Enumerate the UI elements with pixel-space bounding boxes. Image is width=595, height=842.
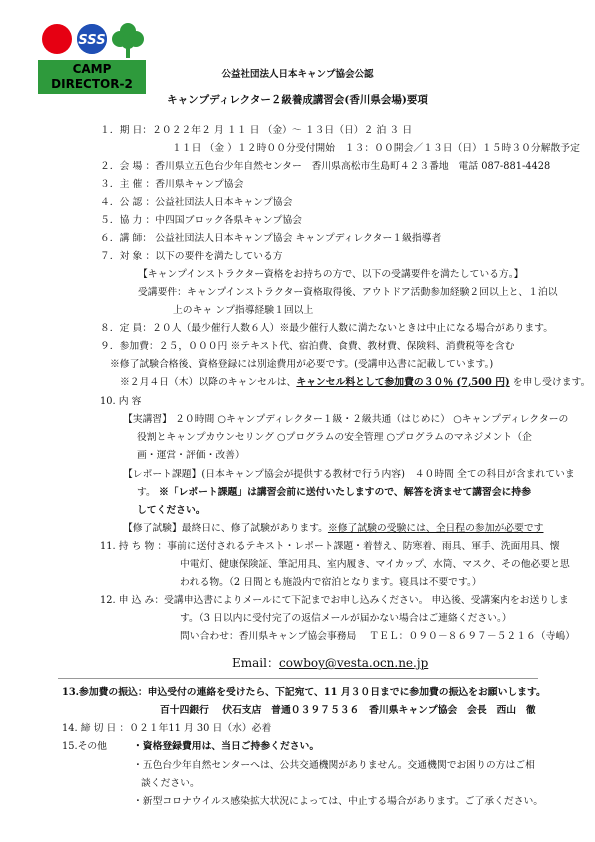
payment-line: 13.参加費の振込：申込受付の連絡を受けたら、下記宛て、11 月３０日までに参加費の振込をお願いします。	[62, 687, 546, 698]
logo-director-text: DIRECTOR-2	[51, 77, 133, 91]
cooperation-line: ５．協 力 ：中四国ブロック各県キャンプ協会	[100, 215, 302, 226]
other-note-2-cont: 談ください。	[141, 778, 200, 789]
report-line-2	[137, 484, 531, 498]
red-circle-icon	[42, 24, 72, 54]
report-line-3: してください。	[137, 505, 206, 516]
accreditation-line: ４．公 認 ：公益社団法人日本キャンプ協会	[100, 197, 293, 208]
cancellation-suffix: を申し受けます。	[509, 377, 591, 388]
sss-text: SSS	[78, 33, 106, 48]
other-label: 15.その他	[62, 741, 107, 752]
logo-camp-text: CAMP	[72, 62, 112, 76]
report-suffix: す。	[137, 487, 159, 498]
instructor-line: ６．講 師： 公益社団法人日本キャンプ協会 キャンプディレクター１級指導者	[100, 233, 442, 244]
requirement-line: 受講要件：キャンプインストラクター資格取得後、アウトドア活動参加経験２回以上と、１泊以	[138, 287, 558, 298]
belongings-line-3: われる物。（2 日間とも施設内で宿泊となります。寝具は不要です。）	[180, 577, 482, 588]
deadline-line: 14. 締 切 日 ：０２１年11 月 30 日（水）必着	[62, 723, 272, 734]
lecture-line: 【実講習】 ２０時間 ○キャンプディレクター１級・２級共通（はじめに） ○キャンプディレクターの	[123, 414, 569, 425]
exam-text: 【修了試験】最終日に、修了試験があります。	[123, 523, 328, 534]
divider	[58, 678, 538, 679]
target-line: ７．対 象 ：以下の要件を満たしている方	[100, 251, 283, 262]
date-detail-line: １１日 （金 ）１２時００分受付開始 １３：００開会／１３日（日）１５時３０分解散予定	[172, 143, 580, 154]
logo-icons	[38, 22, 146, 62]
date-line: １．期 日：２０２２年２ 月 １１ 日 （金）～ １３日（日）２ 泊 ３ 日	[100, 125, 413, 136]
email-label: Email：	[232, 656, 279, 670]
lecture-line-2: 役割とキャンプカウンセリング ○プログラムの安全管理 ○プログラムのマネジメント（企	[137, 432, 532, 443]
report-notice: ※「レポート課題」は講習会前に送付いたしますので、解答を済ませて講習会に持参	[158, 487, 532, 498]
requirement-line-cont: 上のキャ ンプ指導経験１回以上	[173, 305, 314, 316]
tree-icon	[112, 22, 144, 58]
organization-line: 公益社団法人日本キャンプ協会公認	[221, 69, 374, 80]
document-title: キャンプディレクター２級養成講習会(香川県会場)要項	[167, 94, 428, 106]
lecture-line-3: 画・運営・評価・改善）	[137, 450, 245, 461]
email-address[interactable]: cowboy@vesta.ocn.ne.jp	[278, 656, 429, 670]
other-note-3: ・新型コロナウイルス感染拡大状況によっては、中止する場合があります。ご了承ください。	[133, 796, 544, 807]
belongings-line-2: 中電灯、健康保険証、筆記用具、室内履き、マイカップ、水筒、マスク、その他必要と思	[180, 559, 570, 570]
target-condition-line: 【キャンプインストラクター資格をお持ちの方で、以下の受講要件を満たしている方。】	[138, 269, 524, 280]
organizer-line: ３．主 催 ：香川県キャンプ協会	[100, 179, 244, 190]
sss-icon	[77, 24, 107, 54]
cancellation-line	[120, 374, 590, 388]
bank-line: 百十四銀行 伏石支店 普通０３９７５３６ 香川県キャンプ協会 会長 西山 徹	[160, 705, 536, 716]
email-line	[232, 654, 428, 671]
cancellation-fee: キャンセル料として参加費の３０％ (7,500 円)	[296, 377, 510, 388]
exam-note: ※修了試験の受験には、全日程の参加が必要です	[327, 523, 544, 534]
report-line: 【レポート課題】(日本キャンプ協会が提供する教材で行う内容) ４０時間 全ての科目が含まれていま	[123, 469, 575, 480]
cancellation-prefix: ※２月４日（木）以降のキャンセルは、	[120, 377, 297, 388]
venue-line: ２．会 場 ：香川県立五色台少年自然センター 香川県高松市生島町４２３番地 電話 087-881-4428	[100, 161, 551, 172]
application-line-2: す。（3 日以内に受付完了の返信メールが届かない場合はご連絡ください。）	[180, 613, 512, 624]
camp-director-logo	[38, 22, 146, 94]
other-note-1: ・資格登録費用は、当日ご持参ください。	[133, 741, 320, 752]
fee-note-line: ※修了試験合格後、資格登録には別途費用が必要です。(受講申込書に記載しています。)	[110, 359, 494, 370]
exam-line	[123, 520, 543, 534]
other-note-2: ・五色台少年自然センターへは、公共交通機関がありません。交通機関でお困りの方はご相	[133, 760, 535, 771]
fee-line: ９．参加費：２５，０００円 ※テキスト代、宿泊費、食費、教材費、保険料、消費税等を含む	[100, 341, 515, 352]
application-line: 12. 申 込 み：受講申込書によりメールにて下記までお申し込みください。 申込後、受講案内をお送りしま	[100, 595, 569, 606]
capacity-line: ８．定 員：２０人（最少催行人数６人）※最少催行人数に満たないときは中止になる場合があります。	[100, 323, 553, 334]
inquiry-line: 問い合わせ：香川県キャンプ協会事務局 ＴＥＬ：０９０－８６９７－５２１６（寺嶋）	[180, 631, 575, 642]
content-heading: 10. 内 容	[100, 396, 142, 407]
belongings-line: 11. 持 ち 物 ：事前に送付されるテキスト・レポート課題・着替え、防寒着、雨具、軍手、洗面用具、懐	[100, 541, 560, 552]
